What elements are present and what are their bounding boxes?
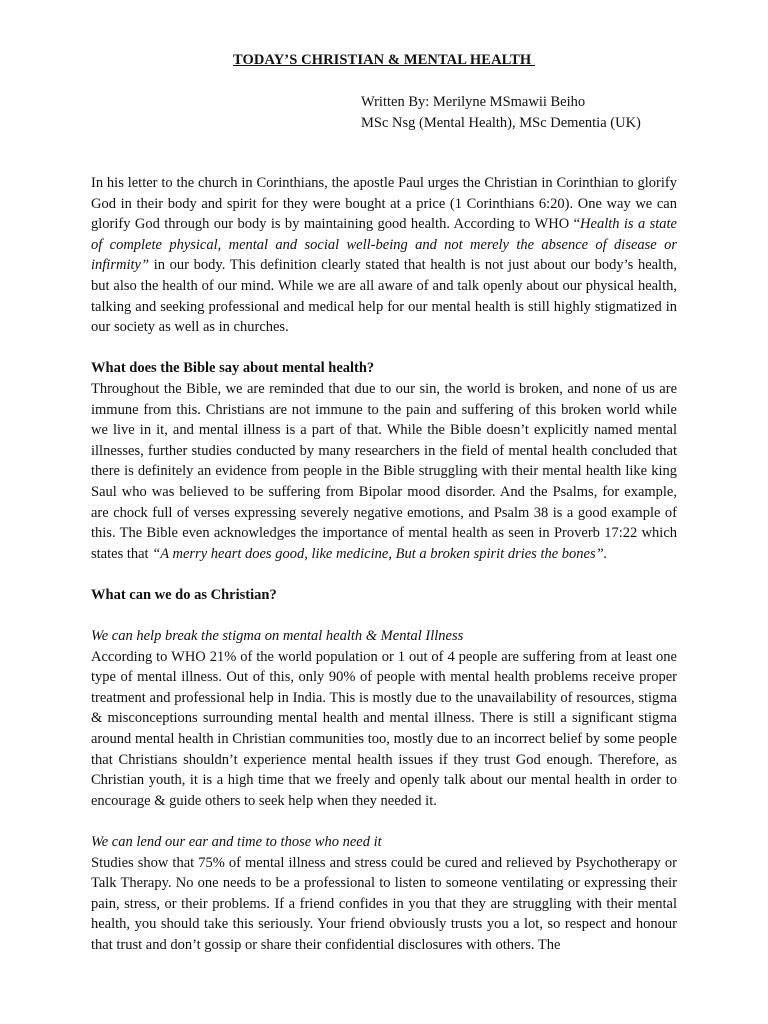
intro-text-2: in our body. This definition clearly stated that health is not just about our body’s health, but also the health of our mind. While we are all aware of and talk openly about our physical health, talking and seeking professional and medical help for our mental health is still highly stigmatized in our society as well as in churches. — [91, 257, 677, 336]
proverb-quote: “A merry heart does good, like medicine, But a broken spirit dries the bones”. — [152, 545, 608, 562]
paragraph-gap — [91, 564, 677, 585]
subheading-stigma: We can help break the stigma on mental health & Mental Illness — [91, 628, 464, 645]
author-byline — [361, 92, 641, 134]
stigma-paragraph: According to WHO 21% of the world population or 1 out of 4 people are suffering from at least one type of mental illness. Out of this, only 90% of people with mental health problems receive proper treatment and professional help in India. This is mostly due to the unavailability of resources, stigma & misconceptions surrounding mental health and mental illness. There is still a significant stigma around mental health in Christian communities too, mostly due to an incorrect belief by some people that Christians shouldn’t experience mental health issues if they trust God enough. Therefore, as Christian youth, it is a high time that we freely and openly talk about our mental health in order to encourage & guide others to seek help when they needed it. — [91, 648, 677, 809]
document-title: TODAY’S CHRISTIAN & MENTAL HEALTH — [233, 52, 535, 68]
author-line: Written By: Merilyne MSmawii Beiho — [361, 94, 586, 110]
paragraph-gap — [91, 338, 677, 359]
section-heading-bible: What does the Bible say about mental health? — [91, 360, 375, 377]
subheading-lend-ear: We can lend our ear and time to those who need it — [91, 834, 382, 850]
bible-text-1: Throughout the Bible, we are reminded that due to our sin, the world is broken, and none of us are immune from this. Christians are not immune to the pain and suffering of this broken world while we live in it, and mental illness is a part of that. While the Bible doesn’t explicitly named mental illnesses, further studies conducted by many researchers in the field of mental health concluded that there is definitely an evidence from people in the Bible struggling with their mental health like king Saul who was believed to be suffering from Bipolar mood disorder. And the Psalms, for example, are chock full of verses expressing severely negative emotions, and Psalm 38 is a good example of this. The Bible even acknowledges the importance of mental health as seen in Proverb 17:22 which states that — [91, 380, 677, 562]
paragraph-gap — [91, 605, 677, 626]
intro-text-1: In his letter to the church in Corinthians, the apostle Paul urges the Christian in Corinthian to glorify God in their body and spirit for they were bought at a price (1 Corinthians 6:20). One way we can glorify God through our body is by maintaining good health. According to WHO “ — [91, 175, 677, 233]
section-heading-christian: What can we do as Christian? — [91, 586, 277, 603]
bible-paragraph — [91, 379, 677, 564]
paragraph-gap — [91, 811, 677, 832]
who-definition-quote: Health is a state of complete physical, mental and social well-being and not merely the absence of disease or infirmity” — [91, 216, 677, 274]
credentials-line: MSc Nsg (Mental Health), MSc Dementia (UK) — [361, 115, 641, 131]
lend-ear-paragraph: Studies show that 75% of mental illness and stress could be cured and relieved by Psychotherapy or Talk Therapy. No one needs to be a professional to listen to someone ventilating or expressing their pain, stress, or their problems. If a friend confides in you that they are struggling with their mental health, you should take this seriously. Your friend obviously trusts you a lot, so respect and honour that trust and don’t gossip or share their confidential disclosures with others. The — [91, 854, 677, 953]
document-body — [91, 173, 677, 956]
intro-paragraph — [91, 173, 677, 338]
